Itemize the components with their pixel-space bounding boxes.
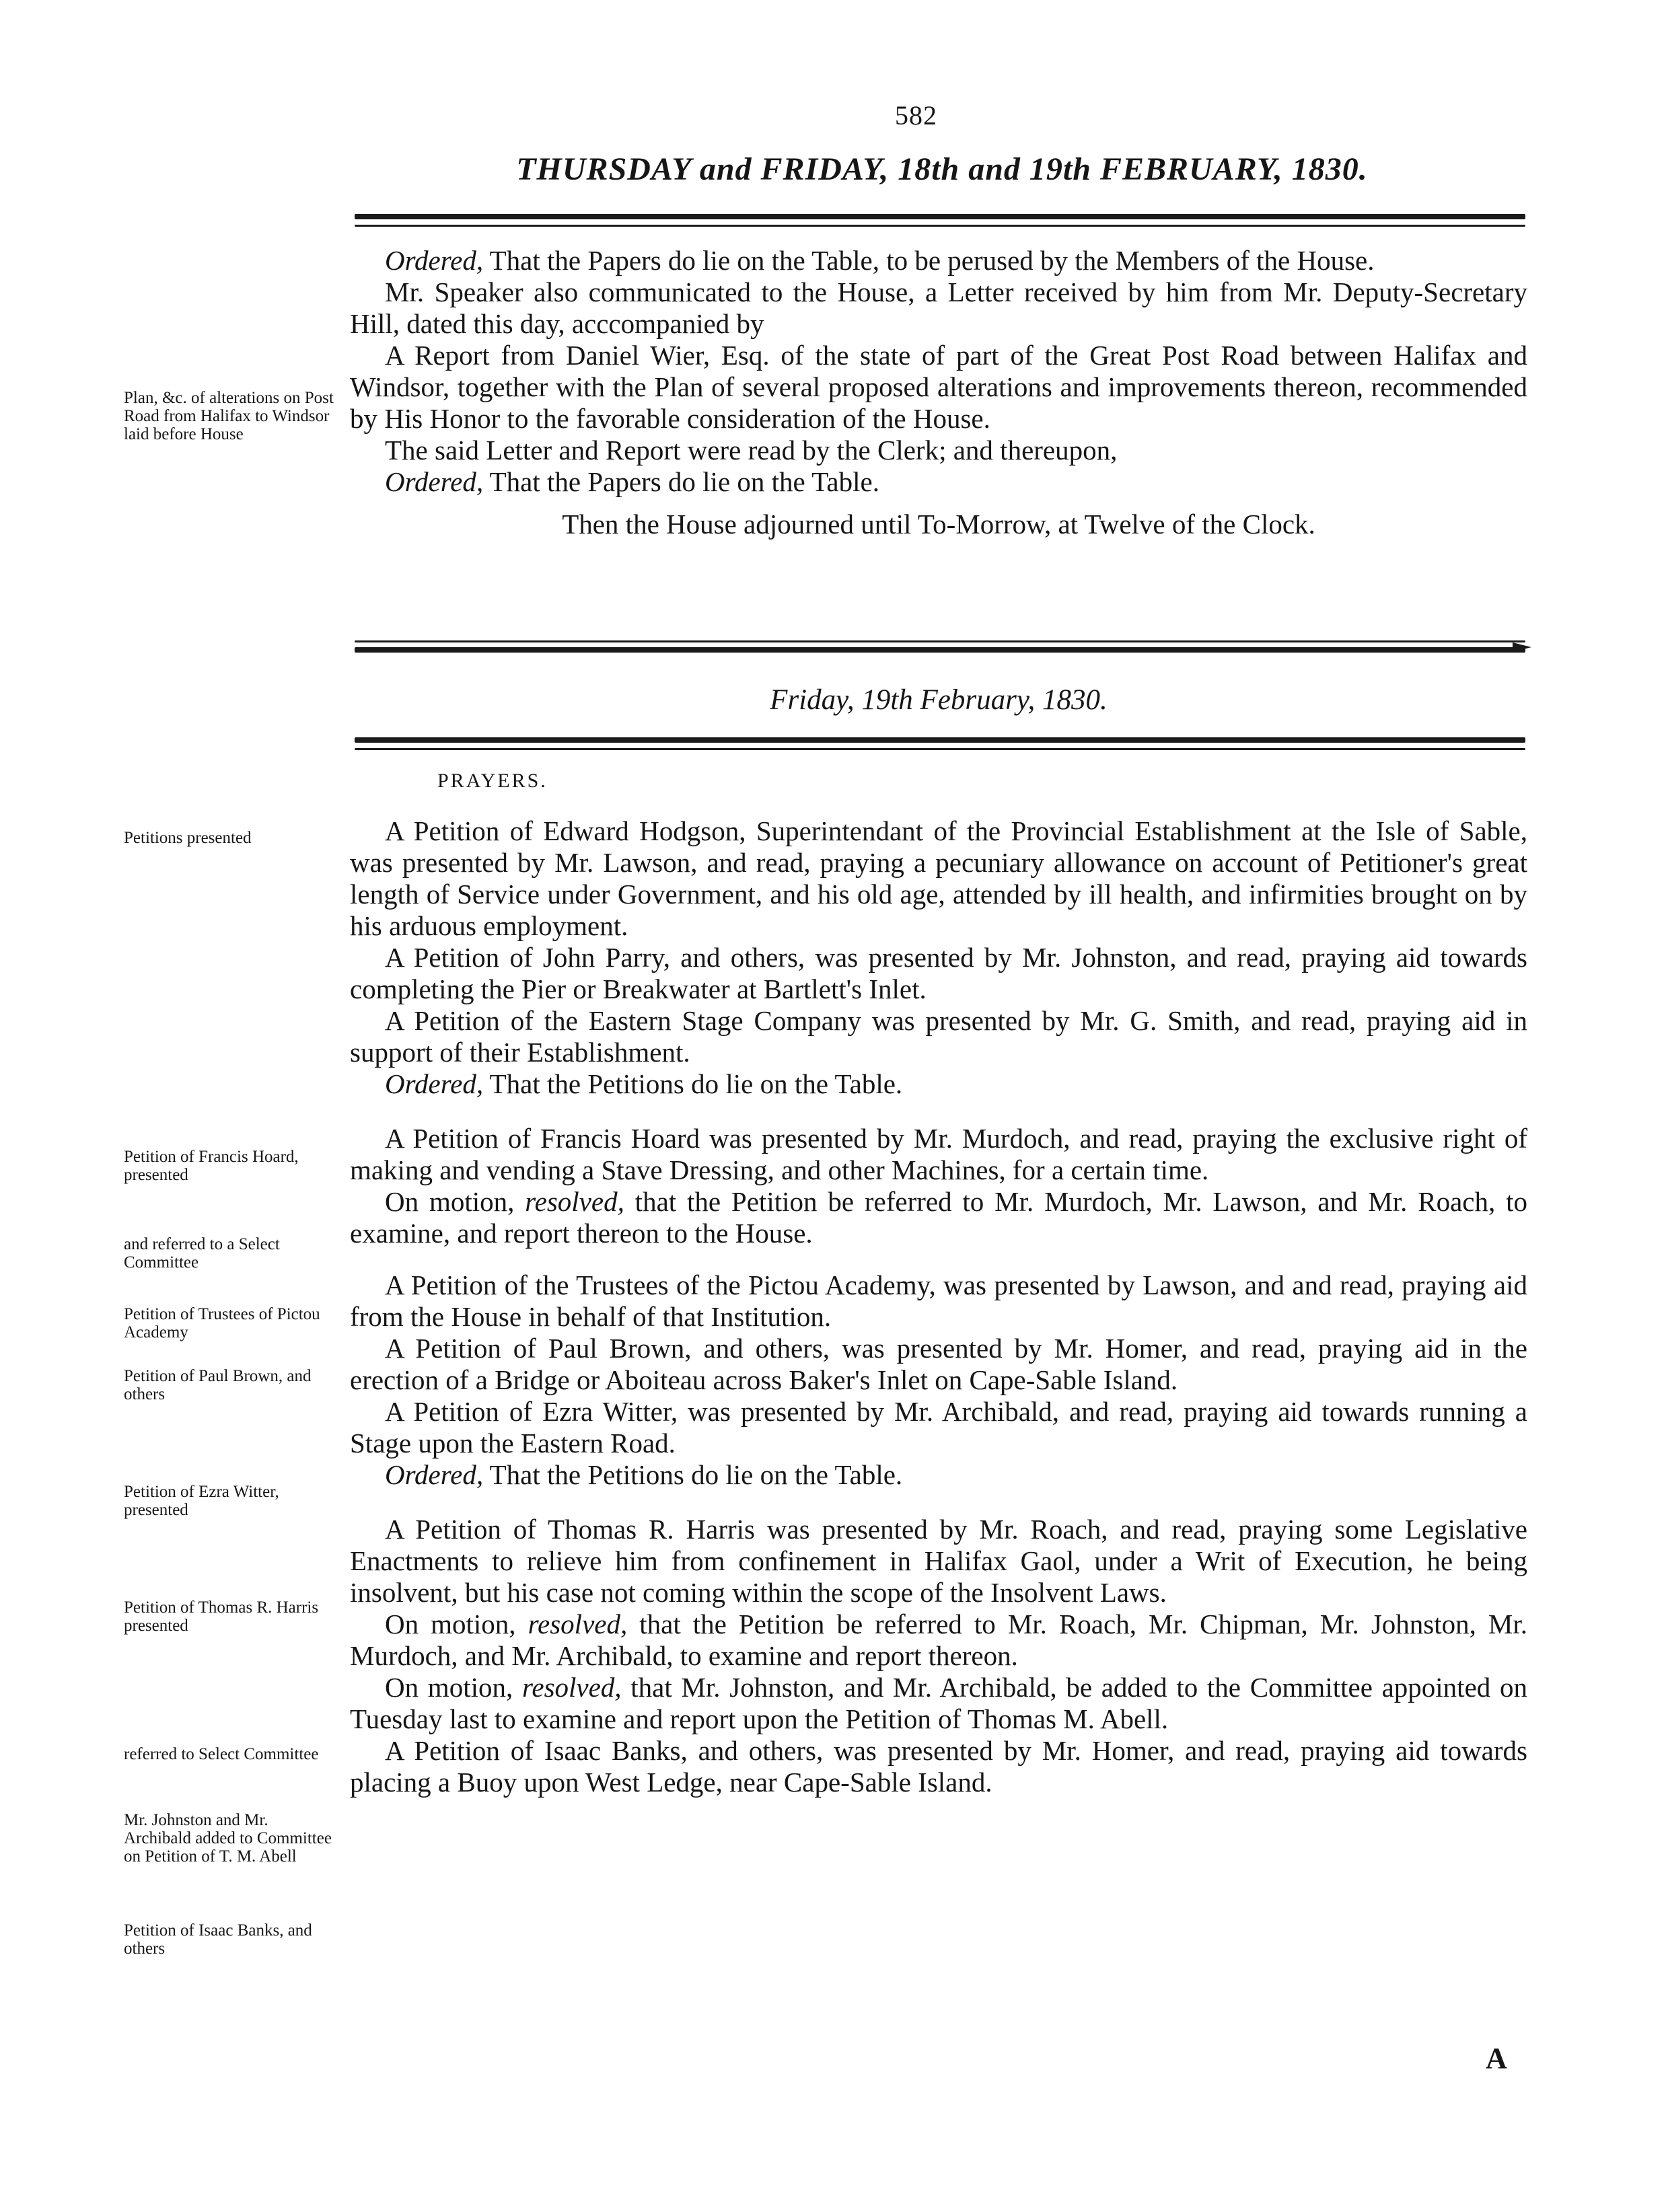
marginal-note-banks: Petition of Isaac Banks, and others <box>124 1921 312 1958</box>
marginal-note-hoard: Petition of Francis Hoard, presented <box>124 1148 299 1184</box>
thursday-paragraph-3: A Report from Daniel Wier, Esq. of the state of part of the Great Post Road between Halifax and Windsor, together with the Plan of several proposed alterations and improvements thereon, recommended by His Honor to the favorable consideration of the House. <box>350 340 1527 434</box>
marginal-note-abell: Mr. Johnston and Mr. Archibald added to Committee on Petition of T. M. Abell <box>124 1811 332 1866</box>
ordered-line-1: Ordered, That the Petitions do lie on the Table. <box>385 1068 903 1099</box>
petition-brown: A Petition of Paul Brown, and others, was presented by Mr. Homer, and read, praying aid in the erection of a Bridge or Aboiteau across Baker's Inlet on Cape-Sable Island. <box>350 1333 1527 1395</box>
thursday-section <box>350 245 1527 540</box>
resolution-harris: On motion, resolved, that the Petition be referred to Mr. Roach, Mr. Chipman, Mr. Johnston, Mr. Murdoch, and Mr. Archibald, to examine and report thereon. <box>350 1609 1527 1671</box>
friday-heading: Friday, 19th February, 1830. <box>770 684 1108 716</box>
friday-rule-thick <box>355 737 1525 743</box>
petition-witter: A Petition of Ezra Witter, was presented by Mr. Archibald, and read, praying aid towards running a Stage upon the Eastern Road. <box>350 1396 1527 1459</box>
marginal-note-select-committee-2: referred to Select Committee <box>124 1745 319 1763</box>
ordered-line-2: Ordered, That the Petitions do lie on the Table. <box>385 1459 903 1490</box>
thursday-paragraph-5: Ordered, That the Papers do lie on the Table. <box>385 466 879 497</box>
thursday-paragraph-2: Mr. Speaker also communicated to the House, a Letter received by him from Mr. Deputy-Secretary Hill, dated this day, acccompanied by <box>350 276 1527 339</box>
thursday-paragraph-4: The said Letter and Report were read by the Clerk; and thereupon, <box>385 435 1118 466</box>
petition-parry: A Petition of John Parry, and others, was presented by Mr. Johnston, and read, praying aid towards completing the Pier or Breakwater at Bartlett's Inlet. <box>350 942 1527 1004</box>
running-head: THURSDAY and FRIDAY, 18th and 19th FEBRUARY, 1830. <box>516 151 1368 187</box>
petition-harris: A Petition of Thomas R. Harris was presented by Mr. Roach, and read, praying some Legislative Enactments to relieve him from confinement in Halifax Gaol, under a Writ of Execution, he being insolvent, but his case not coming within the scope of the Insolvent Laws. <box>350 1514 1527 1608</box>
resolution-abell: On motion, resolved, that Mr. Johnston, and Mr. Archibald, be added to the Committee appointed on Tuesday last to examine and report upon the Petition of Thomas M. Abell. <box>350 1672 1527 1734</box>
petition-banks: A Petition of Isaac Banks, and others, was presented by Mr. Homer, and read, praying aid towards placing a Buoy upon West Ledge, near Cape-Sable Island. <box>350 1735 1527 1798</box>
marginal-note-petitions: Petitions presented <box>124 829 252 847</box>
petition-pictou: A Petition of the Trustees of the Pictou Academy, was presented by Lawson, and and read, praying aid from the House in behalf of that Institution. <box>350 1269 1527 1332</box>
prayers-heading: PRAYERS. <box>437 770 548 792</box>
marginal-note-plan: Plan, &c. of alterations on Post Road from Halifax to Windsor laid before House <box>124 389 334 443</box>
marginal-note-pictou: Petition of Trustees of Pictou Academy <box>124 1305 320 1341</box>
header-rule-thick <box>355 214 1525 219</box>
petition-eastern-stage: A Petition of the Eastern Stage Company was presented by Mr. G. Smith, and read, praying aid in support of their Establishment. <box>350 1005 1527 1068</box>
adjournment-line: Then the House adjourned until To-Morrow, at Twelve of the Clock. <box>562 509 1315 540</box>
friday-rule-thin <box>355 748 1525 750</box>
thursday-paragraph-1: Ordered, That the Papers do lie on the Table, to be perused by the Members of the House. <box>385 245 1375 276</box>
friday-section <box>350 815 1527 1798</box>
marginal-note-harris: Petition of Thomas R. Harris presented <box>124 1598 319 1635</box>
marginal-note-witter: Petition of Ezra Witter, presented <box>124 1483 279 1519</box>
marginal-note-select-committee: and referred to a Select Committee <box>124 1235 280 1271</box>
petition-hodgson: A Petition of Edward Hodgson, Superintendant of the Provincial Establishment at the Isle of Sable, was presented by Mr. Lawson, and read, praying a pecuniary allowance on account of Petitioner's great length of Service under Government, and his old age, attended by ill health, and infirmities brought on by his arduous employment. <box>350 815 1527 941</box>
section-rule-thick <box>355 647 1525 653</box>
rule-ornament <box>1513 642 1531 652</box>
section-rule-thin <box>355 640 1525 642</box>
page-number: 582 <box>895 100 937 131</box>
catchword: A <box>1486 2042 1507 2075</box>
header-rule-thin <box>355 225 1525 227</box>
petition-hoard: A Petition of Francis Hoard was presented by Mr. Murdoch, and read, praying the exclusive right of making and vending a Stave Dressing, and other Machines, for a certain time. <box>350 1123 1527 1185</box>
marginal-note-brown: Petition of Paul Brown, and others <box>124 1367 312 1403</box>
resolution-hoard: On motion, resolved, that the Petition be referred to Mr. Murdoch, Mr. Lawson, and Mr. Roach, to examine, and report thereon to the House. <box>350 1186 1527 1249</box>
